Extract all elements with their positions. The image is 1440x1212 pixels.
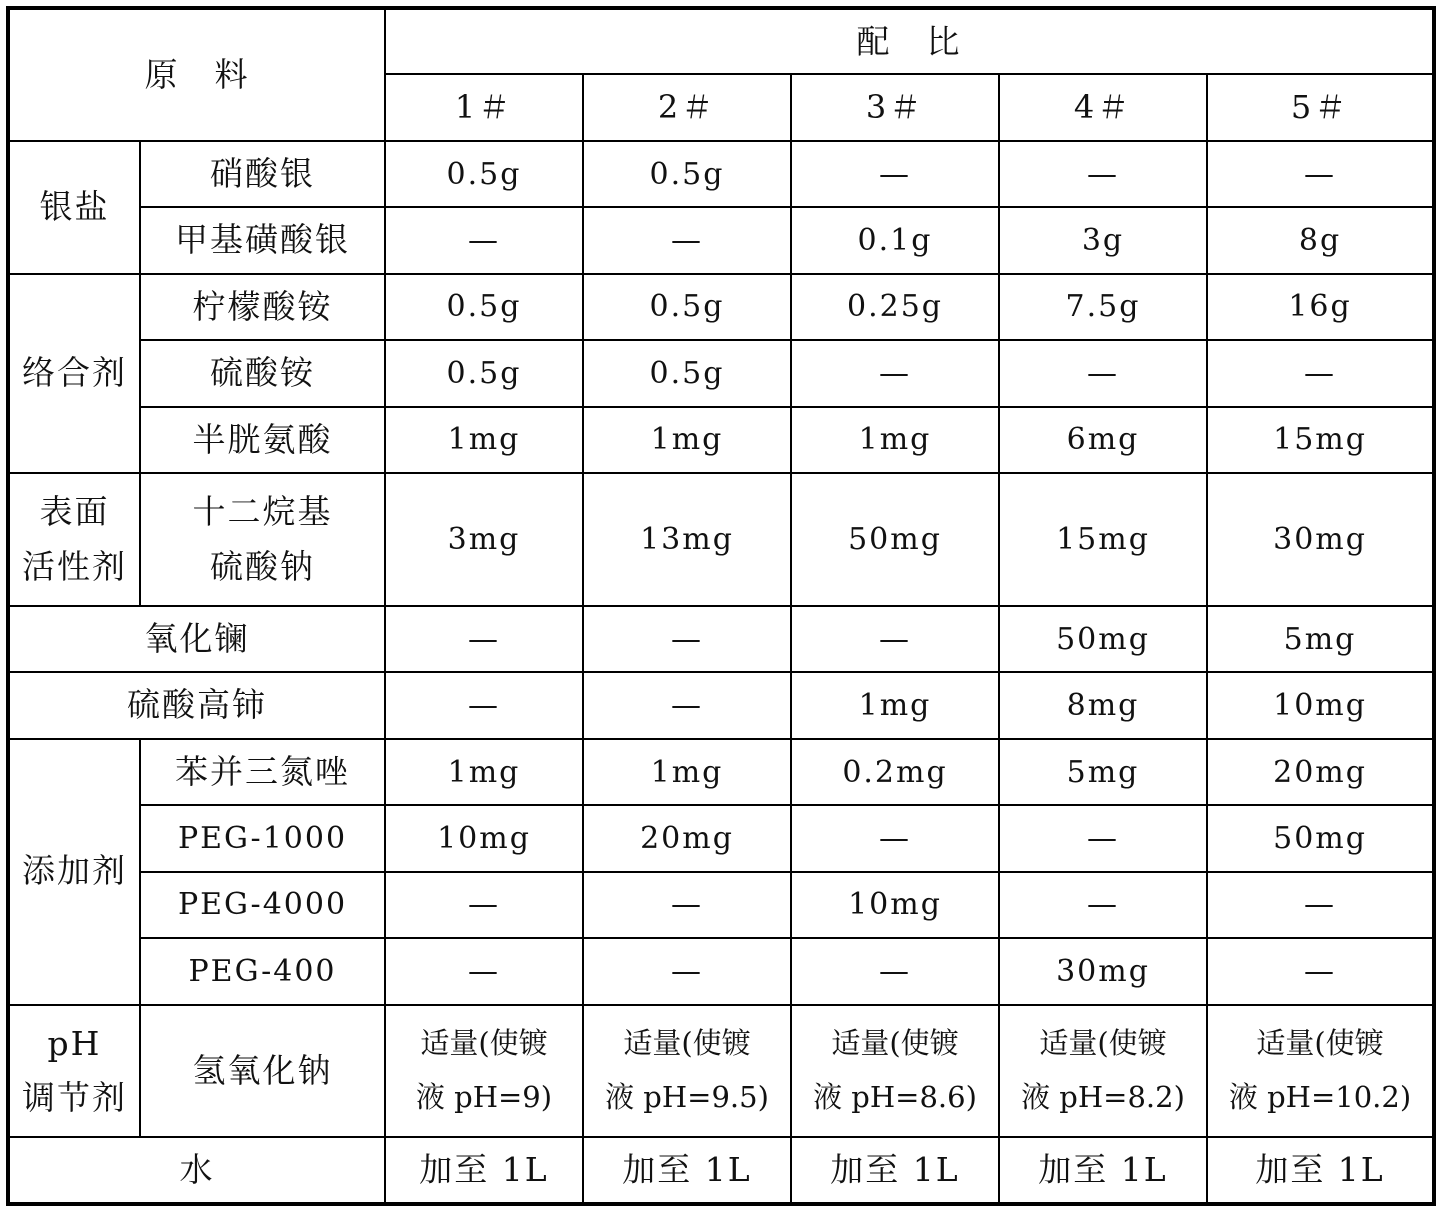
value-cell: 20mg	[1207, 739, 1434, 805]
value-cell: 13mg	[583, 473, 791, 606]
value-cell: —	[583, 872, 791, 938]
value-cell: 1mg	[791, 672, 999, 738]
value-cell: 16g	[1207, 274, 1434, 340]
material-name: 氢氧化钠	[140, 1005, 385, 1138]
value-cell: 30mg	[1207, 473, 1434, 606]
value-cell: 15mg	[1207, 407, 1434, 473]
material-name	[140, 473, 385, 606]
value-cell: —	[1207, 340, 1434, 406]
header-col-2: 2＃	[583, 74, 791, 140]
value-cell: 50mg	[1207, 805, 1434, 871]
value-cell: 10mg	[791, 872, 999, 938]
value-cell: 1mg	[583, 407, 791, 473]
table-row	[8, 141, 1434, 207]
value-cell: 1mg	[791, 407, 999, 473]
category-additive: 添加剂	[8, 739, 140, 1005]
value-cell: 加至 1L	[999, 1137, 1207, 1204]
value-cell: 0.5g	[583, 340, 791, 406]
value-cell: —	[999, 340, 1207, 406]
value-line: 液 pH=8.2)	[1021, 1080, 1185, 1114]
value-cell: 20mg	[583, 805, 791, 871]
value-line: 液 pH=9.5)	[605, 1080, 769, 1114]
value-cell: 30mg	[999, 938, 1207, 1004]
value-cell	[1207, 1005, 1434, 1138]
value-cell: 0.5g	[385, 340, 583, 406]
table-row	[8, 739, 1434, 805]
value-cell: —	[385, 207, 583, 273]
value-cell: 10mg	[1207, 672, 1434, 738]
header-material: 原 料	[8, 8, 385, 141]
material-name: PEG-400	[140, 938, 385, 1004]
table-row	[8, 340, 1434, 406]
table-row	[8, 805, 1434, 871]
table-row	[8, 606, 1434, 672]
value-cell: 0.5g	[583, 141, 791, 207]
value-cell: —	[999, 872, 1207, 938]
table-row	[8, 207, 1434, 273]
value-cell: 50mg	[999, 606, 1207, 672]
category-ph-regulator	[8, 1005, 140, 1138]
value-cell: 50mg	[791, 473, 999, 606]
value-cell: 0.5g	[583, 274, 791, 340]
value-cell: 加至 1L	[791, 1137, 999, 1204]
value-cell: 3mg	[385, 473, 583, 606]
value-cell: —	[385, 938, 583, 1004]
value-cell: —	[791, 606, 999, 672]
material-name: 柠檬酸铵	[140, 274, 385, 340]
value-cell: 5mg	[999, 739, 1207, 805]
value-cell: —	[583, 672, 791, 738]
value-cell: 加至 1L	[1207, 1137, 1434, 1204]
value-cell: 10mg	[385, 805, 583, 871]
category-line: 活性剂	[22, 546, 127, 586]
material-name: 硝酸银	[140, 141, 385, 207]
category-line: 表面	[39, 492, 110, 532]
value-cell: —	[583, 606, 791, 672]
header-col-5: 5＃	[1207, 74, 1434, 140]
value-cell: 0.5g	[385, 141, 583, 207]
table-row	[8, 672, 1434, 738]
formulation-table-frame	[6, 6, 1432, 1206]
value-cell: 0.5g	[385, 274, 583, 340]
value-cell: —	[385, 872, 583, 938]
value-cell: —	[385, 606, 583, 672]
value-cell: 0.1g	[791, 207, 999, 273]
value-cell: —	[583, 207, 791, 273]
value-cell: —	[385, 672, 583, 738]
material-name: 硫酸铵	[140, 340, 385, 406]
value-cell: —	[1207, 938, 1434, 1004]
value-cell: 加至 1L	[385, 1137, 583, 1204]
value-cell: —	[999, 141, 1207, 207]
value-cell: 7.5g	[999, 274, 1207, 340]
value-cell: 1mg	[385, 739, 583, 805]
header-col-4: 4＃	[999, 74, 1207, 140]
value-line: 适量(使镀	[623, 1026, 751, 1061]
value-cell: —	[1207, 872, 1434, 938]
table-row	[8, 407, 1434, 473]
header-row-1	[8, 8, 1434, 74]
value-cell: —	[1207, 141, 1434, 207]
material-name: PEG-4000	[140, 872, 385, 938]
value-cell: 6mg	[999, 407, 1207, 473]
category-surfactant	[8, 473, 140, 606]
table-row	[8, 938, 1434, 1004]
category-silver-salt: 银盐	[8, 141, 140, 274]
category-line: pH	[47, 1023, 102, 1063]
value-cell	[791, 1005, 999, 1138]
value-cell: —	[791, 141, 999, 207]
value-cell: 1mg	[583, 739, 791, 805]
table-row	[8, 274, 1434, 340]
header-col-3: 3＃	[791, 74, 999, 140]
value-cell: 0.2mg	[791, 739, 999, 805]
formulation-table	[6, 6, 1436, 1206]
category-line: 调节剂	[22, 1078, 127, 1117]
material-name-line: 硫酸钠	[210, 546, 315, 586]
value-cell: 15mg	[999, 473, 1207, 606]
table-row	[8, 1137, 1434, 1204]
value-cell: 1mg	[385, 407, 583, 473]
value-line: 液 pH=8.6)	[813, 1080, 977, 1114]
table-row	[8, 1005, 1434, 1138]
value-line: 液 pH=9)	[415, 1080, 553, 1114]
table-row	[8, 473, 1434, 606]
value-cell: 加至 1L	[583, 1137, 791, 1204]
material-name: 硫酸高铈	[8, 672, 385, 738]
value-cell	[999, 1005, 1207, 1138]
category-complexing-agent: 络合剂	[8, 274, 140, 473]
material-name-line: 十二烷基	[192, 492, 333, 532]
material-name: 苯并三氮唑	[140, 739, 385, 805]
value-cell: —	[791, 938, 999, 1004]
value-cell: —	[791, 805, 999, 871]
material-name: 甲基磺酸银	[140, 207, 385, 273]
value-cell: 0.25g	[791, 274, 999, 340]
material-name: 氧化镧	[8, 606, 385, 672]
value-cell	[385, 1005, 583, 1138]
value-line: 液 pH=10.2)	[1228, 1080, 1412, 1114]
material-name: 水	[8, 1137, 385, 1204]
table-row	[8, 872, 1434, 938]
value-cell	[583, 1005, 791, 1138]
value-line: 适量(使镀	[420, 1026, 548, 1061]
value-line: 适量(使镀	[1039, 1026, 1167, 1061]
header-col-1: 1＃	[385, 74, 583, 140]
header-ratio: 配 比	[385, 8, 1434, 74]
value-line: 适量(使镀	[831, 1026, 959, 1061]
value-cell: —	[999, 805, 1207, 871]
material-name: PEG-1000	[140, 805, 385, 871]
value-cell: 5mg	[1207, 606, 1434, 672]
value-cell: 8g	[1207, 207, 1434, 273]
value-cell: 8mg	[999, 672, 1207, 738]
value-cell: 3g	[999, 207, 1207, 273]
value-line: 适量(使镀	[1256, 1026, 1384, 1061]
value-cell: —	[791, 340, 999, 406]
material-name: 半胱氨酸	[140, 407, 385, 473]
value-cell: —	[583, 938, 791, 1004]
